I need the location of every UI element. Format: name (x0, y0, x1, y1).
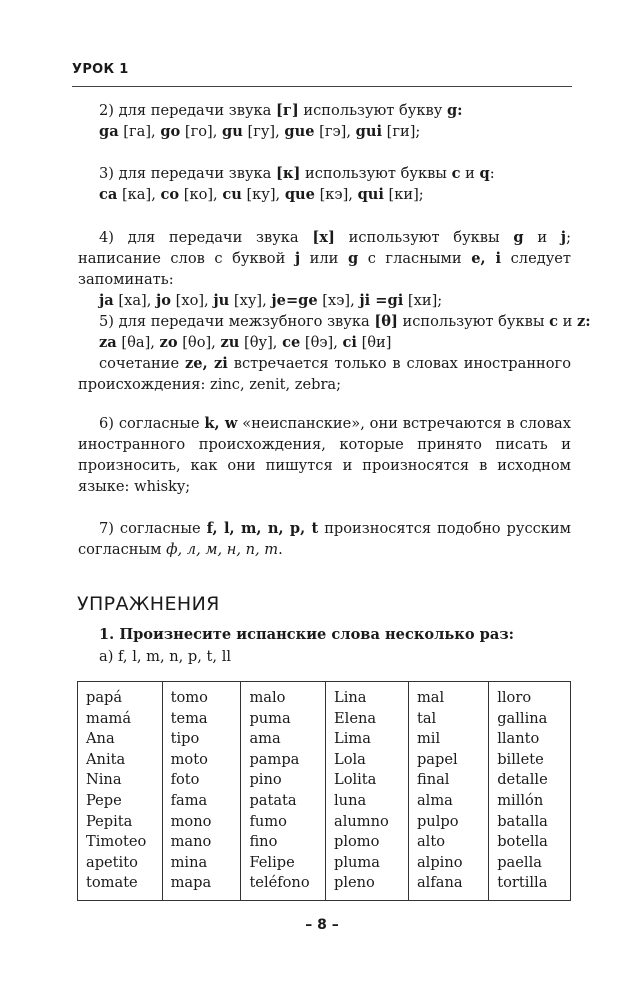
header-rule (72, 86, 572, 87)
rule-4-examples: ja [ха], jo [хо], ju [ху], je=ge [хэ], ji =gi [хи]; (99, 292, 443, 309)
rule-2-line-1: 2) для передачи звука [г] используют букву g: (99, 102, 463, 119)
word: Nina (86, 771, 122, 789)
rule-5-examples: za [θа], zo [θо], zu [θу], ce [θэ], ci [θи] (99, 334, 392, 351)
word: luna (334, 791, 367, 809)
word: Lola (334, 750, 366, 768)
word: billete (497, 750, 544, 768)
rule-6-text: 6) согласные k, w «неиспанские», они встречаются в словах иностранного происхождения, которые принято писать и произносить, как они пишутся и произносятся в исходном языке: whisky; (78, 415, 571, 495)
word: botella (497, 833, 548, 851)
word: fino (249, 833, 278, 851)
word-table-row (78, 682, 571, 901)
word: batalla (497, 812, 548, 830)
word: tema (170, 709, 208, 727)
word: Pepe (86, 791, 122, 809)
word: patata (249, 791, 297, 809)
word-column-6 (489, 682, 571, 901)
word: moto (170, 750, 208, 768)
word: alto (416, 833, 445, 851)
rule-2 (78, 100, 571, 142)
word: papá (86, 689, 123, 706)
word: pluma (334, 853, 380, 871)
word-column-4 (326, 682, 409, 901)
word: mamá (86, 709, 132, 727)
word: pulpo (416, 812, 459, 830)
word: malo (249, 689, 286, 706)
word: Ana (86, 730, 115, 748)
word: Felipe (249, 853, 295, 871)
word: pleno (334, 874, 375, 892)
word: Lolita (334, 771, 377, 789)
rule-3 (78, 163, 571, 205)
word: final (416, 771, 450, 789)
word: alma (416, 791, 453, 809)
word: teléfono (249, 874, 310, 892)
word: ama (249, 730, 281, 748)
word: alumno (334, 812, 389, 830)
rule-6 (78, 413, 571, 497)
word: fumo (249, 812, 287, 830)
word: tomo (170, 689, 208, 706)
word: mapa (170, 874, 212, 892)
word: llanto (497, 730, 540, 748)
word: pino (249, 771, 282, 789)
word: gallina (497, 709, 548, 727)
word-column-1 (78, 682, 163, 901)
rule-5-line-1: 5) для передачи межзубного звука [θ] используют буквы с и z: (99, 313, 591, 330)
word: millón (497, 791, 544, 809)
word: tal (416, 709, 437, 727)
word: Timoteo (86, 833, 147, 851)
word: tipo (170, 730, 200, 748)
exercises-heading: УПРАЖНЕНИЯ (77, 593, 220, 615)
word-table (77, 681, 571, 901)
rule-4-text: 4) для передачи звука [х] используют буквы g и j; написание слов с буквой j или g с гласными e, i следует запоминать: (78, 229, 571, 288)
word: mil (416, 730, 441, 748)
word: fama (170, 791, 208, 809)
exercise-1-title: 1. Произнесите испанские слова несколько раз: (99, 626, 515, 643)
rule-3-line-1: 3) для передачи звука [к] используют буквы с и q: (99, 165, 495, 182)
word: pampa (249, 750, 300, 768)
word: puma (249, 709, 291, 727)
word-column-5 (408, 682, 488, 901)
lesson-header: УРОК 1 (72, 62, 129, 77)
word: Lina (334, 689, 367, 706)
word: detalle (497, 771, 548, 789)
word: tortilla (497, 874, 548, 892)
word: foto (170, 771, 200, 789)
word: lloro (497, 689, 532, 706)
rule-7-text: 7) согласные f, l, m, n, p, t произносятся подобно русским согласным ф, л, м, н, п, т. (78, 520, 571, 558)
page-number: – 8 – (305, 917, 339, 933)
rule-3-examples: ca [ка], co [ко], cu [ку], que [кэ], qui [ки]; (99, 186, 424, 203)
word: alpino (416, 853, 463, 871)
word: Pepita (86, 812, 133, 830)
word: papel (416, 750, 458, 768)
word: alfana (416, 874, 463, 892)
word: mal (416, 689, 445, 706)
word: mono (170, 812, 212, 830)
word: Elena (334, 709, 377, 727)
word: apetito (86, 853, 138, 871)
word: tomate (86, 874, 138, 892)
word: Anita (86, 750, 126, 768)
word: Lima (334, 730, 371, 748)
word: plomo (334, 833, 380, 851)
exercise-1-subtitle: а) f, l, m, n, p, t, ll (99, 648, 232, 665)
word: paella (497, 853, 542, 871)
rule-5 (78, 311, 591, 395)
rule-4 (78, 227, 571, 311)
word: mina (170, 853, 208, 871)
rule-5-note: сочетание ze, zi встречается только в словах иностранного происхождения: zinc, zenit, zebra; (78, 355, 571, 393)
word-column-3 (241, 682, 326, 901)
rule-7 (78, 518, 571, 560)
rule-2-examples: ga [га], go [го], gu [гу], gue [гэ], gui [ги]; (99, 123, 421, 140)
word-column-2 (162, 682, 241, 901)
word: mano (170, 833, 212, 851)
